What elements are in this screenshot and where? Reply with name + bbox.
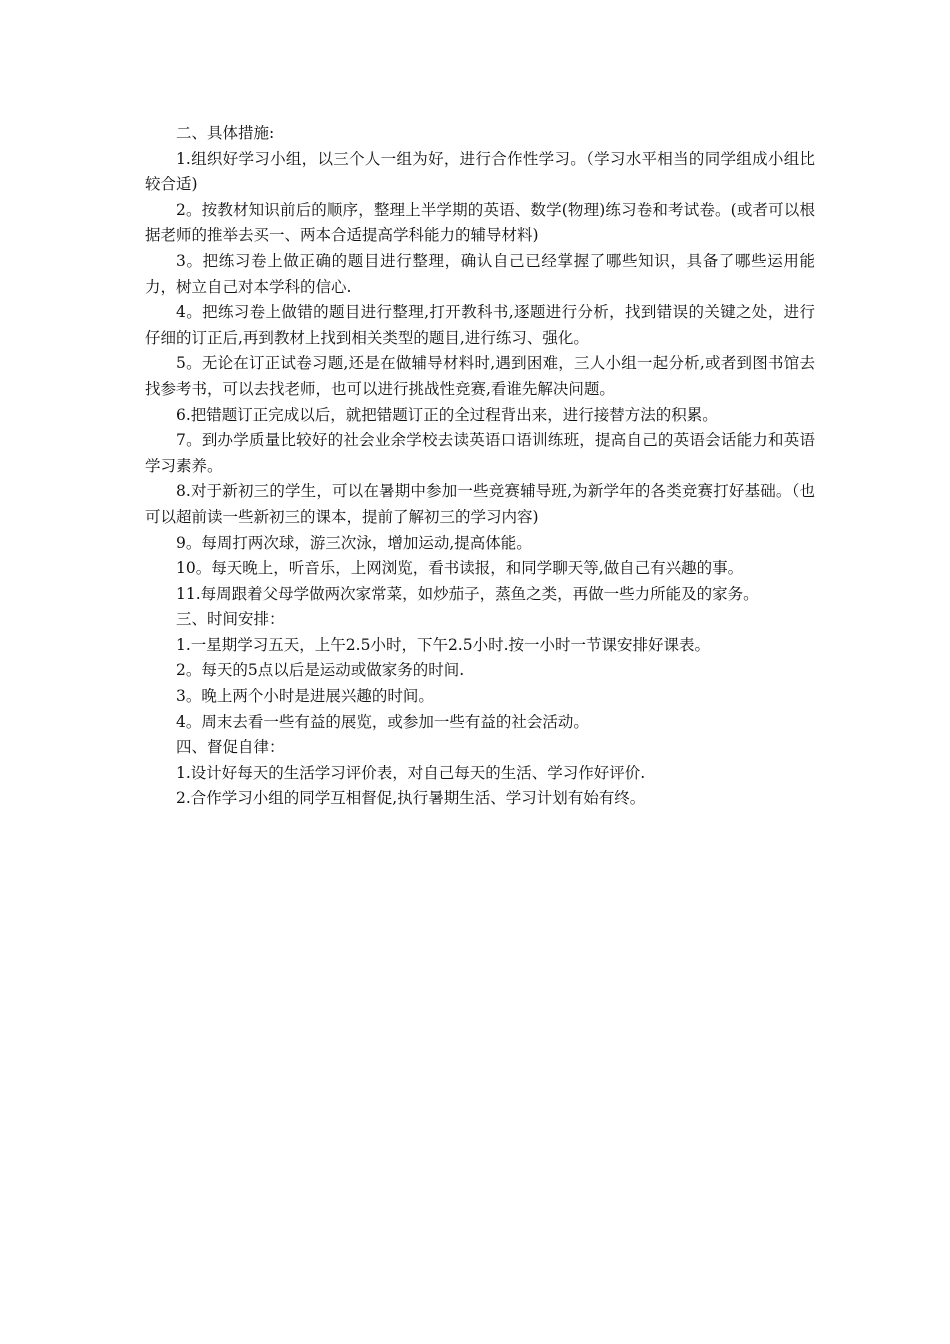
- paragraph: 2。按教材知识前后的顺序，整理上半学期的英语、数学(物理)练习卷和考试卷。(或者可以根据老师的推举去买一、两本合适提高学科能力的辅导材料): [145, 200, 815, 245]
- paragraph: 7。到办学质量比较好的社会业余学校去读英语口语训练班，提高自己的英语会话能力和英语学习素养。: [145, 431, 815, 475]
- paragraph: 8.对于新初三的学生，可以在暑期中参加一些竞赛辅导班,为新学年的各类竞赛打好基础。（也可以超前读一些新初三的课本，提前了解初三的学习内容): [145, 482, 815, 526]
- paragraph: 3。把练习卷上做正确的题目进行整理，确认自己已经掌握了哪些知识，具备了哪些运用能力，树立自己对本学科的信心.: [145, 251, 815, 296]
- section-heading-measures: 二、具体措施:: [176, 124, 275, 142]
- paragraph: 3。晚上两个小时是进展兴趣的时间。: [176, 687, 434, 706]
- paragraph: 2.合作学习小组的同学互相督促,执行暑期生活、学习计划有始有终。: [176, 789, 646, 808]
- document-body: [145, 121, 815, 812]
- paragraph: 1.一星期学习五天，上午2.5小时，下午2.5小时.按一小时一节课安排好课表。: [176, 635, 711, 654]
- paragraph: 6.把错题订正完成以后，就把错题订正的全过程背出来，进行接替方法的积累。: [176, 405, 718, 424]
- paragraph: 1.组织好学习小组，以三个人一组为好，进行合作性学习。（学习水平相当的同学组成小组比较合适): [145, 149, 815, 194]
- paragraph: 10。每天晚上，听音乐，上网浏览，看书读报，和同学聊天等,做自己有兴趣的事。: [176, 559, 744, 578]
- paragraph: 4。把练习卷上做错的题目进行整理,打开教科书,逐题进行分析，找到错误的关键之处，进行仔细的订正后,再到教材上找到相关类型的题目,进行练习、强化。: [145, 303, 815, 347]
- paragraph: 11.每周跟着父母学做两次家常菜，如炒茄子，蒸鱼之类，再做一些力所能及的家务。: [176, 584, 759, 603]
- paragraph: 1.设计好每天的生活学习评价表，对自己每天的生活、学习作好评价.: [176, 763, 646, 782]
- paragraph: 5。无论在订正试卷习题,还是在做辅导材料时,遇到困难，三人小组一起分析,或者到图书馆去找参考书，可以去找老师，也可以进行挑战性竞赛,看谁先解决问题。: [145, 354, 815, 398]
- section-heading-schedule: 三、时间安排：: [176, 610, 285, 629]
- paragraph: 2。每天的5点以后是运动或做家务的时间.: [176, 661, 465, 680]
- paragraph: 9。每周打两次球，游三次泳，增加运动,提高体能。: [176, 533, 532, 552]
- paragraph: 4。周末去看一些有益的展览，或参加一些有益的社会活动。: [176, 712, 589, 731]
- section-heading-self-discipline: 四、督促自律：: [176, 738, 285, 757]
